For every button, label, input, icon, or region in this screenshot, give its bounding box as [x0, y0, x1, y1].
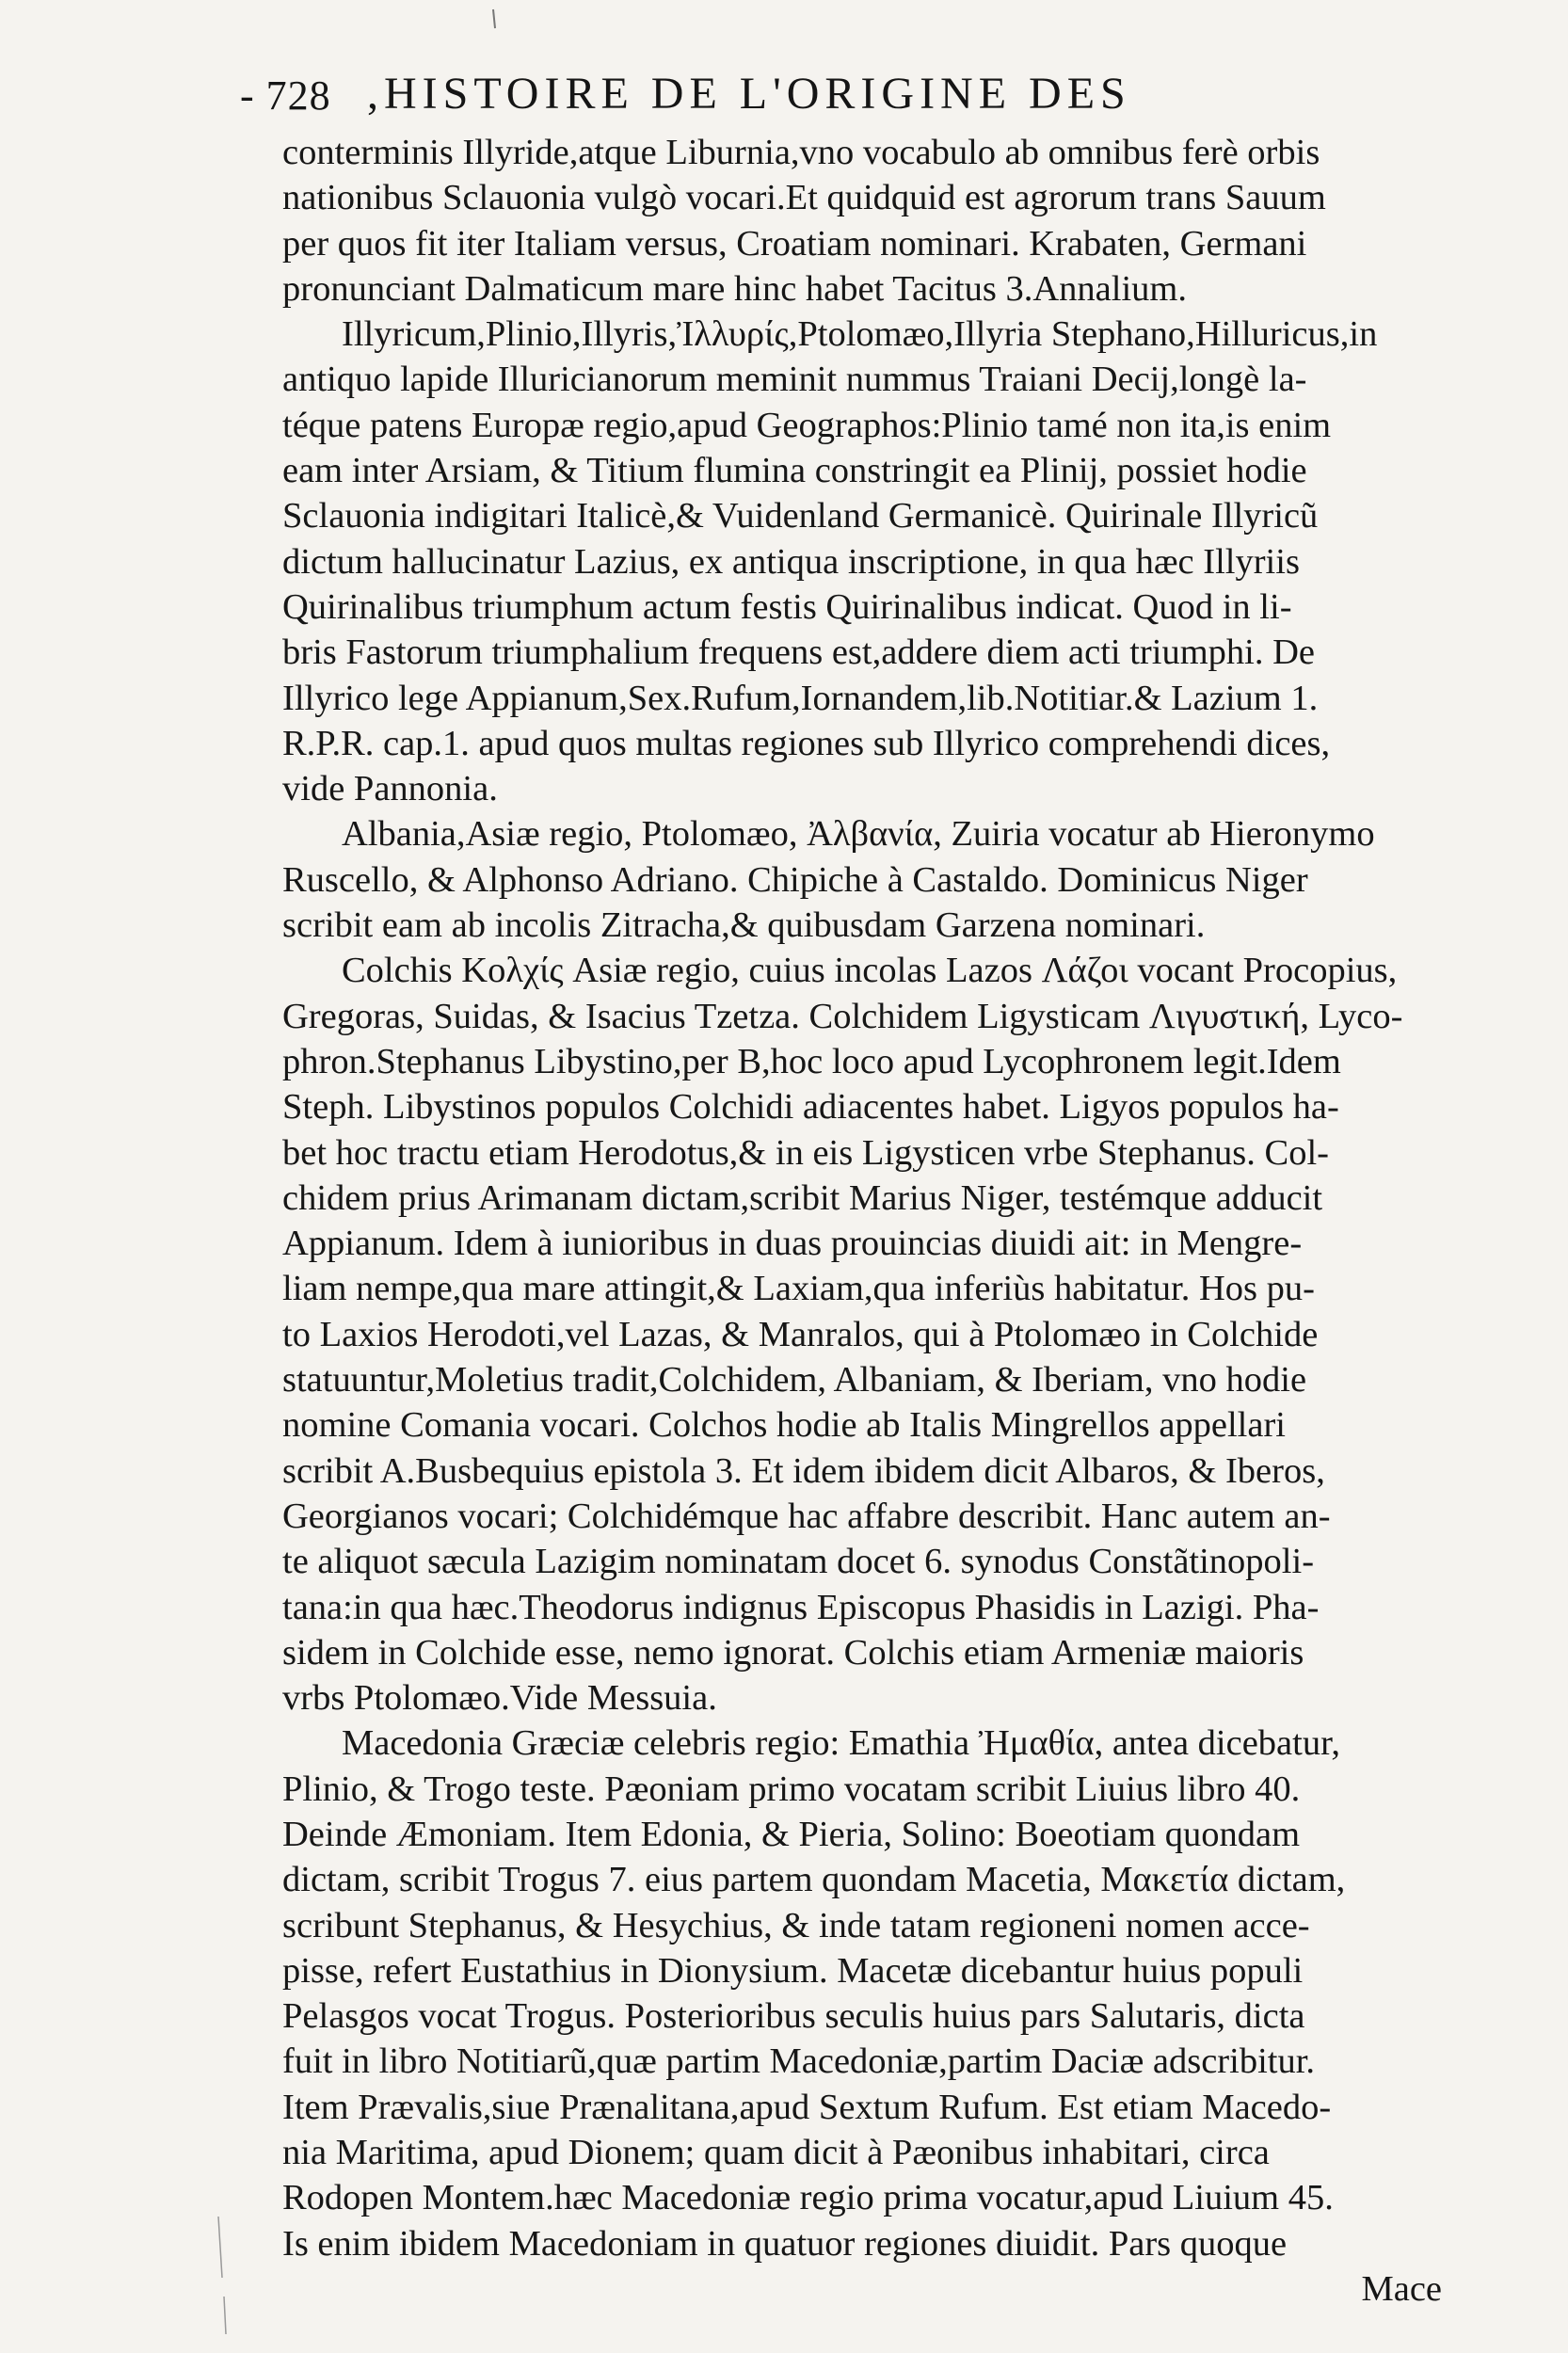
text-line: conterminis Illyride,atque Liburnia,vno vocabulo ab omnibus ferè orbis [282, 133, 1320, 172]
text-line: Quirinalibus triumphum actum festis Quirinalibus indicat. Quod in li- [282, 586, 1292, 627]
text-line: Rodopen Montem.hæc Macedoniæ regio prima vocatur,apud Liuium 45. [282, 2178, 1334, 2218]
text-line: statuuntur,Moletius tradit,Colchidem, Albaniam, & Iberiam, vno hodie [282, 1360, 1307, 1401]
text-line: chidem prius Arimanam dictam,scribit Marius Niger, testémque adducit [282, 1177, 1323, 1218]
text-line: pisse, refert Eustathius in Dionysium. Macetæ dicebantur huius populi [282, 1950, 1304, 1991]
text-line: tana:in qua hæc.Theodorus indignus Episcopus Phasidis in Lazigi. Pha- [282, 1587, 1320, 1627]
text-line: scribunt Stephanus, & Hesychius, & inde tatam regioneni nomen acce- [282, 1905, 1310, 1945]
text-line: dictum hallucinatur Lazius, ex antiqua inscriptione, in qua hæc Illyriis [282, 541, 1300, 582]
text-line: nationibus Sclauonia vulgò vocari.Et quidquid est agrorum trans Sauum [282, 178, 1326, 218]
running-title: ,HISTOIRE DE L'ORIGINE DES [367, 69, 1131, 119]
paragraph-start-line: Macedonia Græciæ celebris regio: Emathia Ἠμαθία, antea dicebatur, [342, 1723, 1340, 1764]
page-header [240, 68, 1464, 126]
text-line: Deinde Æmoniam. Item Edonia, & Pieria, Solino: Boeotiam quondam [282, 1814, 1301, 1854]
paragraph-start-line: Albania,Asiæ regio, Ptolomæo, Ἀλβανία, Zuiria vocatur ab Hieronymo [342, 814, 1375, 855]
text-line: Is enim ibidem Macedoniam in quatuor regiones diuidit. Pars quoque [282, 2223, 1288, 2264]
text-line: R.P.R. cap.1. apud quos multas regiones sub Illyrico comprehendi dices, [282, 723, 1331, 763]
text-line: Illyrico lege Appianum,Sex.Rufum,Iornandem,lib.Notitiar.& Lazium 1. [282, 678, 1319, 718]
text-line: nia Maritima, apud Dionem; quam dicit à Pæonibus inhabitari, circa [282, 2133, 1270, 2173]
text-line: liam nempe,qua mare attingit,& Laxiam,qua inferiùs habitatur. Hos pu- [282, 1269, 1315, 1309]
paragraph-start-line: Illyricum,Plinio,Illyris,Ἰλλυρίς,Ptolomæo,Illyria Stephano,Hilluricus,in [342, 314, 1378, 355]
text-line: Gregoras, Suidas, & Isacius Tzetza. Colchidem Ligysticam Λιγυστική, Lyco- [282, 996, 1403, 1036]
text-line: Ruscello, & Alphonso Adriano. Chipiche à Castaldo. Dominicus Niger [282, 859, 1308, 900]
body-text [282, 130, 1449, 2312]
text-line: téque patens Europæ regio,apud Geographos:Plinio tamé non ita,is enim [282, 405, 1332, 445]
text-line: to Laxios Herodoti,vel Lazas, & Manralos, qui à Ptolomæo in Colchide [282, 1314, 1319, 1354]
text-line: per quos fit iter Italiam versus, Croatiam nominari. Krabaten, Germani [282, 223, 1307, 264]
text-line: bet hoc tractu etiam Herodotus,& in eis Ligysticen vrbe Stephanus. Col- [282, 1132, 1329, 1173]
text-line: scribit eam ab incolis Zitracha,& quibusdam Garzena nominari. [282, 905, 1206, 946]
text-line: scribit A.Busbequius epistola 3. Et idem ibidem dicit Albaros, & Iberos, [282, 1450, 1325, 1491]
text-line: Plinio, & Trogo teste. Pæoniam primo vocatam scribit Liuius libro 40. [282, 1769, 1301, 1809]
text-line: Steph. Libystinos populos Colchidi adiacentes habet. Ligyos populos ha- [282, 1087, 1339, 1128]
text-line: nomine Comania vocari. Colchos hodie ab Italis Mingrellos appellari [282, 1405, 1286, 1446]
text-line: pronunciant Dalmaticum mare hinc habet Tacitus 3.Annalium. [282, 268, 1187, 309]
text-line: eam inter Arsiam, & Titium flumina constringit ea Plinij, possiet hodie [282, 451, 1307, 491]
catchword: Mace [1361, 2268, 1442, 2309]
text-line: dictam, scribit Trogus 7. eius partem quondam Macetia, Μακετία dictam, [282, 1860, 1346, 1900]
text-line: Appianum. Idem à iunioribus in duas prouincias diuidi ait: in Mengre- [282, 1224, 1303, 1264]
text-line: Sclauonia indigitari Italicè,& Vuidenland Germanicè. Quirinale Illyricũ [282, 496, 1319, 536]
text-line: Item Prævalis,siue Prænalitana,apud Sextum Rufum. Est etiam Macedo- [282, 2087, 1332, 2127]
text-line: te aliquot sæcula Lazigim nominatam docet 6. synodus Constãtinopoli- [282, 1542, 1315, 1582]
text-line: antiquo lapide Illuricianorum meminit nummus Traiani Decij,longè la- [282, 360, 1307, 400]
text-line: vide Pannonia. [282, 769, 498, 809]
text-line: Pelasgos vocat Trogus. Posterioribus seculis huius pars Salutaris, dicta [282, 1996, 1305, 2037]
paragraph-start-line: Colchis Κολχίς Asiæ regio, cuius incolas Lazos Λάζοι vocant Procopius, [342, 951, 1398, 991]
text-line: phron.Stephanus Libystino,per B,hoc loco apud Lycophronem legit.Idem [282, 1041, 1341, 1081]
text-line: Georgianos vocari; Colchidémque hac affabre describit. Hanc autem an- [282, 1496, 1331, 1536]
text-line: bris Fastorum triumphalium frequens est,addere diem acti triumphi. De [282, 632, 1315, 673]
page-number: - 728 [240, 72, 331, 119]
text-line: sidem in Colchide esse, nemo ignorat. Colchis etiam Armeniæ maioris [282, 1632, 1304, 1673]
text-line: fuit in libro Notitiarũ,quæ partim Macedoniæ,partim Daciæ adscribitur. [282, 2041, 1316, 2082]
text-line: vrbs Ptolomæo.Vide Messuia. [282, 1678, 717, 1719]
